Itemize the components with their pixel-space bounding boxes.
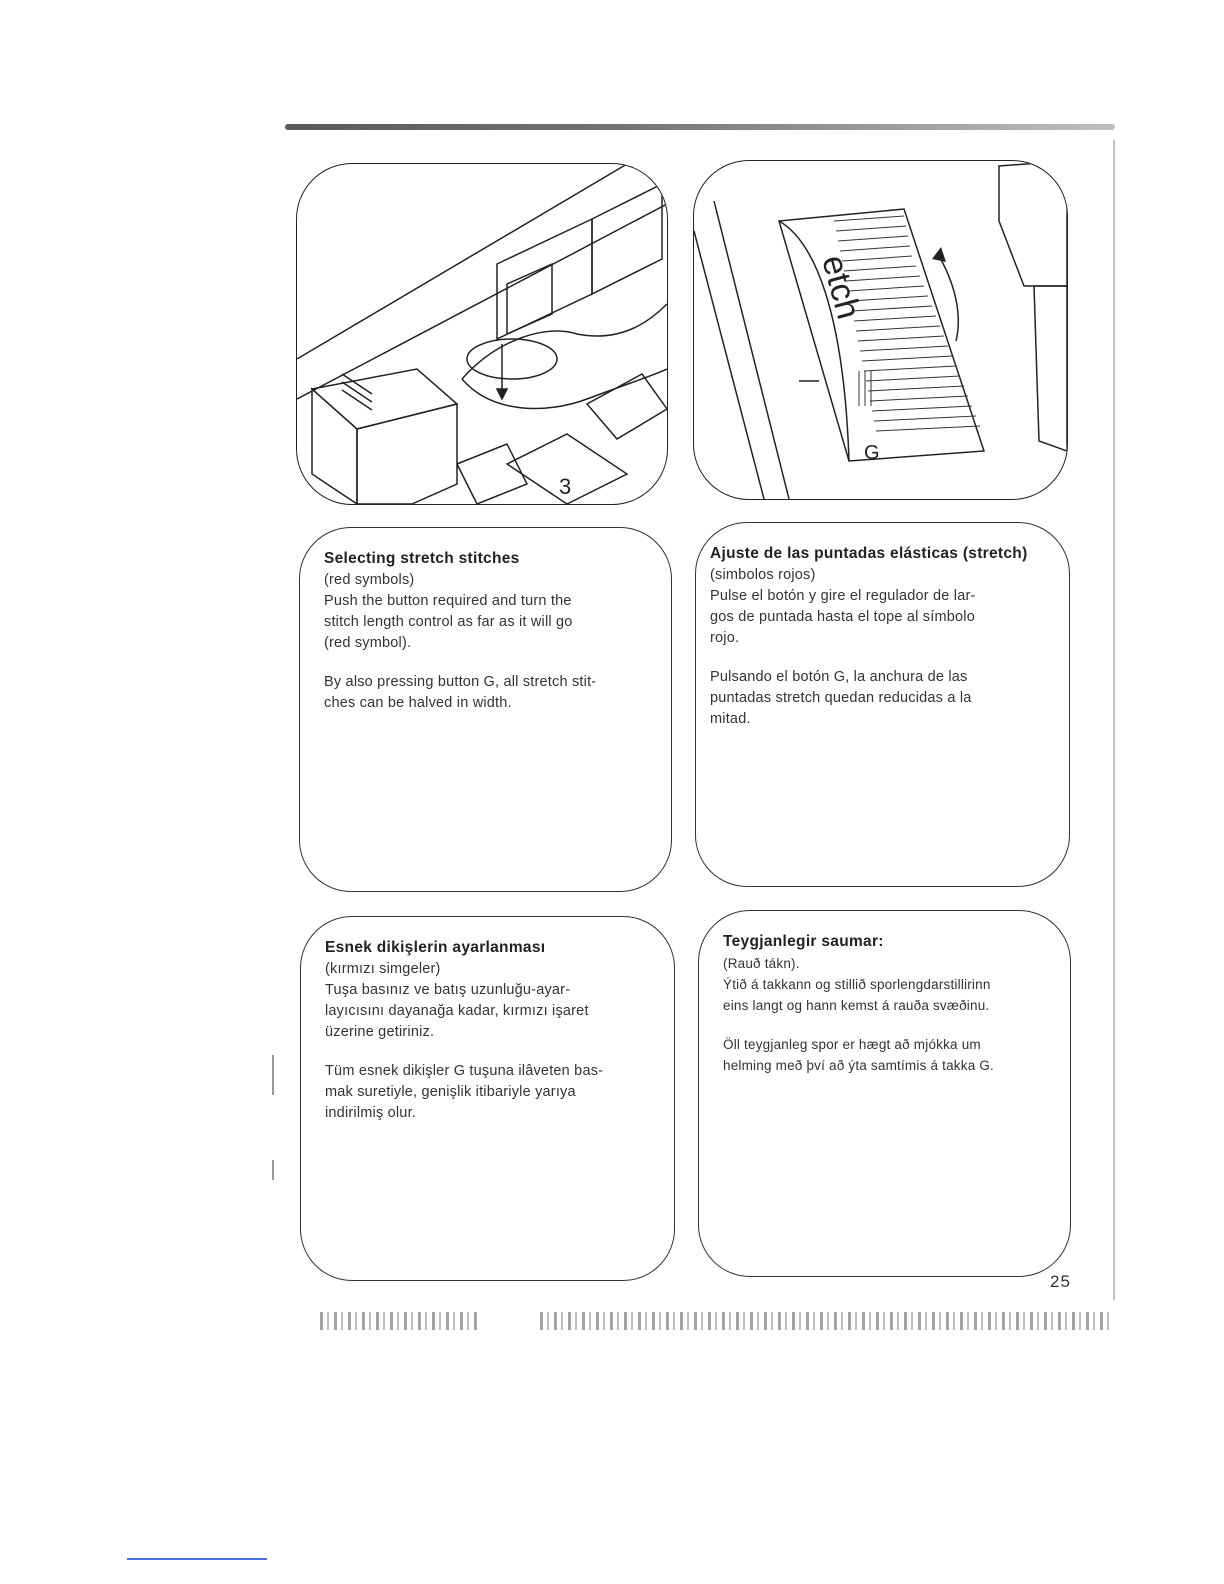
text-line: Push the button required and turn the <box>324 593 572 609</box>
text-line: Pulse el botón y gire el regulador de lar- <box>710 588 976 604</box>
text-line: (simbolos rojos) <box>710 567 816 583</box>
section-title: Selecting stretch stitches <box>324 550 520 567</box>
footer-line <box>127 1558 267 1560</box>
text-line: By also pressing button G, all stretch stit- <box>324 674 597 690</box>
text-line: layıcısını dayanağa kadar, kırmızı işaret <box>325 1003 589 1019</box>
section-turkish <box>300 916 675 1281</box>
section-spanish <box>695 522 1070 887</box>
section-title: Teygjanlegir saumar: <box>723 933 884 950</box>
dial-drawing <box>694 161 1067 499</box>
bottom-scan-artifact <box>320 1312 480 1330</box>
dial-label: etch <box>814 251 868 324</box>
text-line: Öll teygjanleg spor er hægt að mjókka um <box>723 1037 981 1052</box>
dial-lower-label: G <box>864 442 880 464</box>
keypad-drawing <box>297 164 667 504</box>
text-line: Tuşa basınız ve batış uzunluğu-ayar- <box>325 982 571 998</box>
text-line: stitch length control as far as it will go <box>324 614 573 630</box>
margin-mark <box>272 1055 274 1095</box>
section-english <box>299 527 672 892</box>
text-line: indirilmiş olur. <box>325 1105 417 1121</box>
text-line: rojo. <box>710 630 740 646</box>
section-title: Ajuste de las puntadas elásticas (stretch) <box>710 545 1028 562</box>
section-icelandic <box>698 910 1071 1277</box>
stitch-dial-illustration <box>693 160 1068 500</box>
page-number: 25 <box>1050 1272 1071 1291</box>
key-label-3: 3 <box>559 474 572 499</box>
right-page-edge <box>1113 140 1115 1300</box>
text-line: ches can be halved in width. <box>324 695 512 711</box>
bottom-scan-artifact <box>540 1312 1110 1330</box>
text-line: Pulsando el botón G, la anchura de las <box>710 669 968 685</box>
text-line: Ýtið á takkann og stillið sporlengdarstillirinn <box>723 977 991 992</box>
text-line: gos de puntada hasta el tope al símbolo <box>710 609 975 625</box>
text-line: eins langt og hann kemst á rauða svæðinu. <box>723 998 990 1013</box>
text-line: üzerine getiriniz. <box>325 1024 435 1040</box>
top-scan-line <box>285 124 1115 130</box>
text-line: puntadas stretch quedan reducidas a la <box>710 690 972 706</box>
text-line: (red symbols) <box>324 572 415 588</box>
margin-mark <box>272 1160 274 1180</box>
text-line: mitad. <box>710 711 751 727</box>
text-line: mak suretiyle, genişlik itibariyle yarıya <box>325 1084 576 1100</box>
section-title: Esnek dikişlerin ayarlanması <box>325 939 546 956</box>
text-line: (red symbol). <box>324 635 412 651</box>
keypad-illustration <box>296 163 668 505</box>
text-line: (Rauð tákn). <box>723 956 800 971</box>
text-line: helming með því að ýta samtímis á takka G. <box>723 1058 995 1073</box>
text-line: (kırmızı simgeler) <box>325 961 441 977</box>
text-line: Tüm esnek dikişler G tuşuna ilâveten bas- <box>325 1063 604 1079</box>
